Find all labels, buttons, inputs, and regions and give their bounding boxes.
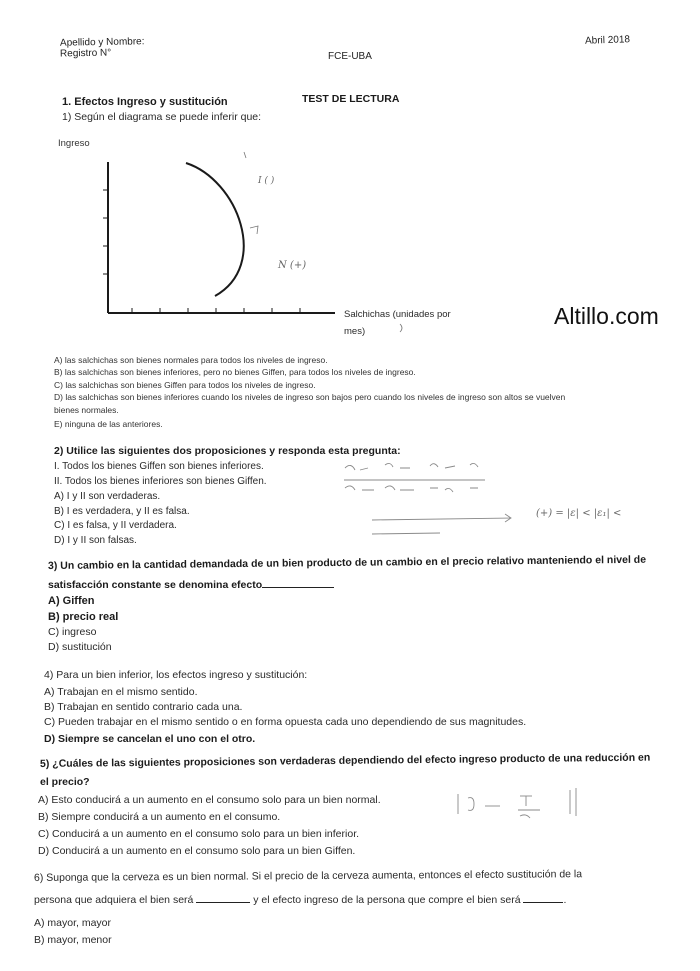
question-2: 2) Utilice las siguientes dos proposiciones y responda esta pregunta: — [54, 445, 401, 457]
q3-option-b: B) precio real — [48, 611, 119, 623]
q5-option-b: B) Siempre conducirá a un aumento en el consumo. — [38, 811, 281, 823]
curve-note-bottom: N (+) — [278, 260, 307, 271]
question-6: 6) Suponga que la cerveza es un bien normal. Si el precio de la cerveza aumenta, entonces el efecto sustitución de la — [33, 868, 583, 884]
question-3-text: satisfacción constante se denomina efecto — [48, 579, 263, 591]
q1-option-c: C) las salchichas son bienes Giffen para todos los niveles de ingreso. — [54, 380, 316, 390]
q2-option-c: C) I es falsa, y II verdadera. — [54, 520, 177, 531]
q6-text-b: y el efecto ingreso de la persona que compre el bien será — [253, 894, 521, 906]
q6-blank-2[interactable] — [523, 892, 563, 903]
institution: FCE-UBA — [328, 51, 372, 62]
q6-blank-1[interactable] — [196, 892, 250, 903]
question-4: 4) Para un bien inferior, los efectos ingreso y sustitución: — [44, 669, 308, 681]
question-6-cont — [34, 892, 566, 906]
q2-option-b: B) I es verdadera, y II es falsa. — [54, 506, 190, 517]
q4-option-d: D) Siempre se cancelan el uno con el otro. — [44, 733, 256, 745]
section-heading: 1. Efectos Ingreso y sustitución — [62, 96, 228, 108]
question-5: 5) ¿Cuáles de las siguientes proposiciones son verdaderas dependiendo del efecto ingreso producto de una reducción en — [39, 751, 651, 770]
name-label: Apellido y Nombre: — [59, 36, 145, 49]
q4-option-c: C) Pueden trabajar en el mismo sentido o en forma opuesta cada uno dependiendo de sus magnitudes. — [44, 716, 527, 728]
question-3: 3) Un cambio en la cantidad demandada de un bien producto de un cambio en el precio relativo manteniendo el nivel de — [47, 553, 647, 572]
q1-option-d: D) las salchichas son bienes inferiores cuando los niveles de ingreso son bajos pero cuando los niveles de ingreso son altos se vuelven — [54, 392, 566, 402]
q2-statement-2: II. Todos los bienes inferiores son bienes Giffen. — [54, 476, 267, 487]
diagram-x-label: Salchichas (unidades por — [344, 309, 451, 320]
question-1: 1) Según el diagrama se puede inferir que: — [62, 111, 262, 123]
q4-option-a: A) Trabajan en el mismo sentido. — [44, 686, 198, 698]
q6-option-a: A) mayor, mayor — [34, 917, 112, 929]
q1-option-e: E) ninguna de las anteriores. — [54, 419, 163, 429]
diagram-x-label-2: mes) — [344, 326, 366, 337]
q2-statement-1: I. Todos los bienes Giffen son bienes inferiores. — [54, 461, 264, 472]
q1-option-d-cont: bienes normales. — [54, 405, 119, 415]
registry-label: Registro N° — [59, 47, 112, 60]
q3-option-a: A) Giffen — [48, 595, 95, 607]
test-title: TEST DE LECTURA — [302, 93, 400, 105]
diagram-y-label: Ingreso — [58, 138, 90, 149]
watermark: Altillo.com — [554, 303, 659, 329]
q6-text-a: persona que adquiera el bien será — [34, 894, 194, 906]
q3-option-d: D) sustitución — [48, 641, 112, 653]
q5-option-a: A) Esto conducirá a un aumento en el consumo solo para un bien normal. — [38, 794, 381, 806]
q1-option-a: A) las salchichas son bienes normales para todos los niveles de ingreso. — [54, 355, 328, 365]
curve-note-top: I ( ) — [258, 176, 275, 186]
q3-option-c: C) ingreso — [48, 626, 97, 638]
q2-option-a: A) I y II son verdaderas. — [54, 491, 161, 502]
q5-option-c: C) Conducirá a un aumento en el consumo solo para un bien inferior. — [38, 828, 360, 840]
q1-option-b: B) las salchichas son bienes inferiores, pero no bienes Giffen, para todos los niveles de ingreso. — [54, 367, 416, 377]
q6-option-b: B) mayor, menor — [34, 934, 112, 946]
q5-option-d: D) Conducirá a un aumento en el consumo solo para un bien Giffen. — [38, 845, 356, 857]
q2-handwriting: (+) = |ε| < |ε₁| < — [536, 508, 622, 519]
exam-date: Abril 2018 — [584, 34, 631, 47]
q6-text-c: . — [563, 894, 567, 906]
q2-option-d: D) I y II son falsas. — [54, 535, 137, 546]
question-5-cont: el precio? — [40, 776, 90, 788]
q4-option-b: B) Trabajan en sentido contrario cada una. — [44, 701, 243, 713]
